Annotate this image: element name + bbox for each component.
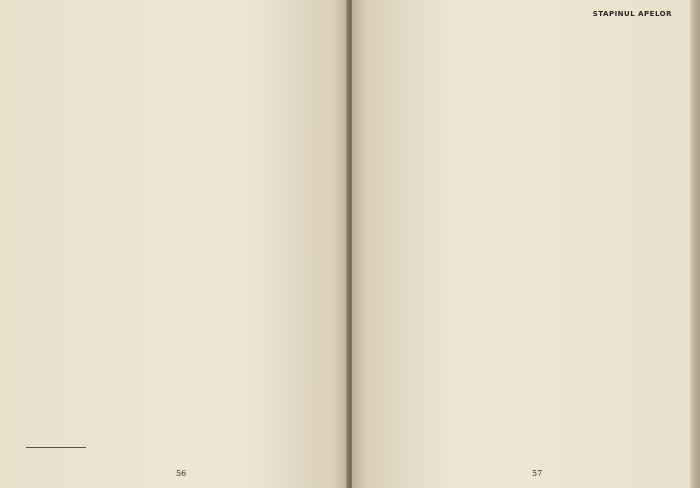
left-page-text — [26, 12, 326, 458]
footnote-rule — [26, 447, 86, 448]
running-head: STAPINUL APELOR — [592, 10, 672, 18]
left-page-column-2 — [178, 12, 322, 458]
right-page — [352, 0, 700, 488]
page-edge — [690, 0, 700, 488]
left-page-column-1 — [26, 12, 170, 458]
right-page-column-2 — [542, 12, 680, 458]
right-page-number: 57 — [532, 469, 543, 478]
left-page — [0, 0, 348, 488]
right-page-text — [390, 12, 680, 458]
right-page-column-1 — [390, 12, 534, 458]
left-page-number: 56 — [176, 469, 187, 478]
